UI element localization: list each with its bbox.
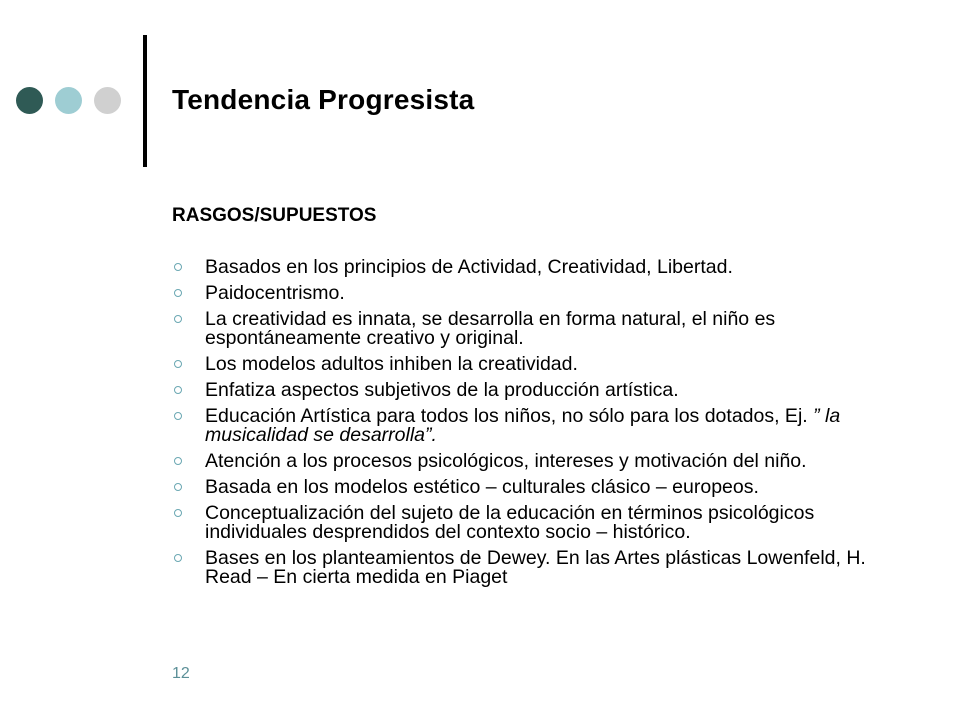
ring-bullet-icon bbox=[174, 554, 182, 562]
bullet-italic-quote: ” la musicalidad se desarrolla”. bbox=[205, 405, 841, 446]
ring-bullet-icon bbox=[174, 457, 182, 465]
light-teal-dot-icon bbox=[55, 87, 82, 114]
bullet-item bbox=[172, 549, 912, 587]
bullet-text: Enfatiza aspectos subjetivos de la producción artística. bbox=[205, 379, 679, 401]
bullet-text: Paidocentrismo. bbox=[205, 282, 345, 304]
dark-teal-dot-icon bbox=[16, 87, 43, 114]
bullet-item bbox=[172, 284, 912, 303]
page-number: 12 bbox=[172, 665, 190, 682]
ring-bullet-icon bbox=[174, 412, 182, 420]
ring-bullet-icon bbox=[174, 360, 182, 368]
bullet-text: Basados en los principios de Actividad, Creatividad, Libertad. bbox=[205, 256, 733, 278]
bullet-text: La creatividad es innata, se desarrolla en forma natural, el niño es espontáneamente creativo y original. bbox=[205, 308, 776, 349]
ring-bullet-icon bbox=[174, 315, 182, 323]
bullet-item bbox=[172, 258, 912, 277]
bullet-item bbox=[172, 355, 912, 374]
bullet-text: Los modelos adultos inhiben la creatividad. bbox=[205, 353, 578, 375]
bullet-item bbox=[172, 407, 912, 445]
bullet-item bbox=[172, 381, 912, 400]
decorative-dots bbox=[16, 87, 126, 115]
gray-dot-icon bbox=[94, 87, 121, 114]
slide-title: Tendencia Progresista bbox=[172, 84, 475, 115]
title-divider-bar bbox=[143, 35, 147, 167]
bullet-item bbox=[172, 504, 912, 542]
section-subheading: RASGOS/SUPUESTOS bbox=[172, 205, 377, 226]
bullet-text: Educación Artística para todos los niños, no sólo para los dotados, Ej. bbox=[205, 405, 814, 427]
bullet-list bbox=[172, 258, 912, 594]
bullet-item bbox=[172, 478, 912, 497]
ring-bullet-icon bbox=[174, 386, 182, 394]
ring-bullet-icon bbox=[174, 263, 182, 271]
bullet-text: Atención a los procesos psicológicos, intereses y motivación del niño. bbox=[205, 450, 807, 472]
bullet-item bbox=[172, 452, 912, 471]
bullet-text: Basada en los modelos estético – culturales clásico – europeos. bbox=[205, 476, 759, 498]
bullet-text: Bases en los planteamientos de Dewey. En las Artes plásticas Lowenfeld, H. Read – En cierta medida en Piaget bbox=[205, 547, 866, 588]
bullet-item bbox=[172, 310, 912, 348]
ring-bullet-icon bbox=[174, 509, 182, 517]
bullet-text: Conceptualización del sujeto de la educación en términos psicológicos individuales desprendidos del contexto socio – histórico. bbox=[205, 502, 815, 543]
ring-bullet-icon bbox=[174, 483, 182, 491]
ring-bullet-icon bbox=[174, 289, 182, 297]
